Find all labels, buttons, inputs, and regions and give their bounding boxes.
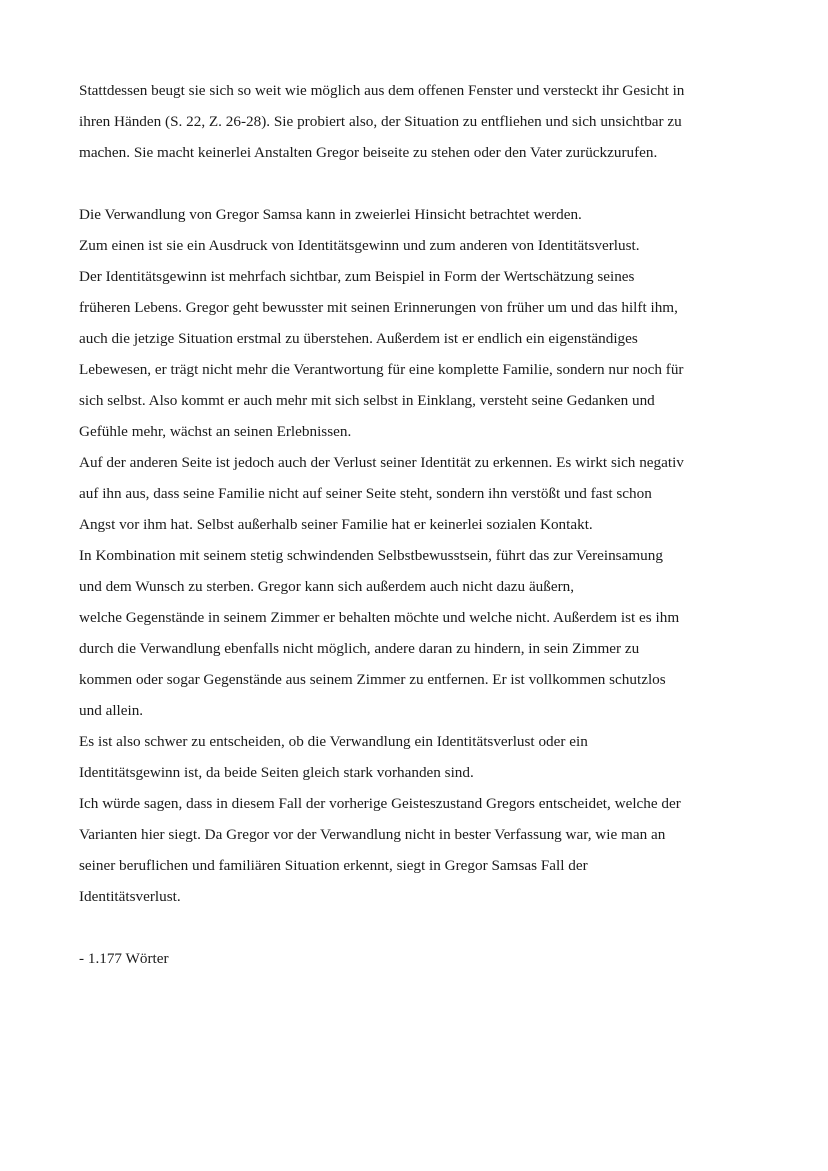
paragraph-spacer — [79, 915, 759, 946]
text-line: ihren Händen (S. 22, Z. 26-28). Sie probiert also, der Situation zu entfliehen und sich unsichtbar zu — [79, 113, 682, 130]
text-line: Ich würde sagen, dass in diesem Fall der vorherige Geisteszustand Gregors entscheidet, welche der — [79, 795, 681, 812]
text-line: kommen oder sogar Gegenstände aus seinem Zimmer zu entfernen. Er ist vollkommen schutzlos — [79, 671, 666, 688]
text-line: Identitätsverlust. — [79, 888, 181, 905]
text-line: Auf der anderen Seite ist jedoch auch der Verlust seiner Identität zu erkennen. Es wirkt sich negativ — [79, 454, 684, 471]
text-line: und dem Wunsch zu sterben. Gregor kann sich außerdem auch nicht dazu äußern, — [79, 578, 575, 595]
text-line: Identitätsgewinn ist, da beide Seiten gleich stark vorhanden sind. — [79, 764, 474, 781]
text-line: auf ihn aus, dass seine Familie nicht auf seiner Seite steht, sondern ihn verstößt und fast schon — [79, 485, 652, 502]
document-body — [79, 78, 759, 977]
paragraph-spacer — [79, 171, 759, 202]
text-line: Es ist also schwer zu entscheiden, ob die Verwandlung ein Identitätsverlust oder ein — [79, 733, 588, 750]
text-line: Gefühle mehr, wächst an seinen Erlebnissen. — [79, 423, 352, 440]
text-line: auch die jetzige Situation erstmal zu überstehen. Außerdem ist er endlich ein eigenständiges — [79, 330, 638, 347]
text-line: Der Identitätsgewinn ist mehrfach sichtbar, zum Beispiel in Form der Wertschätzung seines — [79, 268, 635, 285]
text-line: Varianten hier siegt. Da Gregor vor der Verwandlung nicht in bester Verfassung war, wie man an — [79, 826, 666, 843]
text-line: machen. Sie macht keinerlei Anstalten Gregor beiseite zu stehen oder den Vater zurückzurufen. — [79, 144, 658, 161]
paragraph — [79, 78, 759, 171]
text-line: durch die Verwandlung ebenfalls nicht möglich, andere daran zu hindern, in sein Zimmer zu — [79, 640, 640, 657]
text-line: Stattdessen beugt sie sich so weit wie möglich aus dem offenen Fenster und versteckt ihr Gesicht in — [79, 82, 685, 99]
text-line: Lebewesen, er trägt nicht mehr die Verantwortung für eine komplette Familie, sondern nur noch für — [79, 361, 684, 378]
text-line: Angst vor ihm hat. Selbst außerhalb seiner Familie hat er keinerlei sozialen Kontakt. — [79, 516, 593, 533]
text-line: In Kombination mit seinem stetig schwindenden Selbstbewusstsein, führt das zur Vereinsamung — [79, 547, 663, 564]
text-line: früheren Lebens. Gregor geht bewusster mit seinen Erinnerungen von früher um und das hilft ihm, — [79, 299, 678, 316]
text-line: Zum einen ist sie ein Ausdruck von Identitätsgewinn und zum anderen von Identitätsverlust. — [79, 237, 640, 254]
text-line: seiner beruflichen und familiären Situation erkennt, siegt in Gregor Samsas Fall der — [79, 857, 588, 874]
text-line: Die Verwandlung von Gregor Samsa kann in zweierlei Hinsicht betrachtet werden. — [79, 206, 582, 223]
text-line: sich selbst. Also kommt er auch mehr mit sich selbst in Einklang, versteht seine Gedanken und — [79, 392, 655, 409]
word-count: - 1.177 Wörter — [79, 950, 169, 967]
text-line: welche Gegenstände in seinem Zimmer er behalten möchte und welche nicht. Außerdem ist es ihm — [79, 609, 680, 626]
paragraph — [79, 202, 759, 915]
text-line: und allein. — [79, 702, 144, 719]
